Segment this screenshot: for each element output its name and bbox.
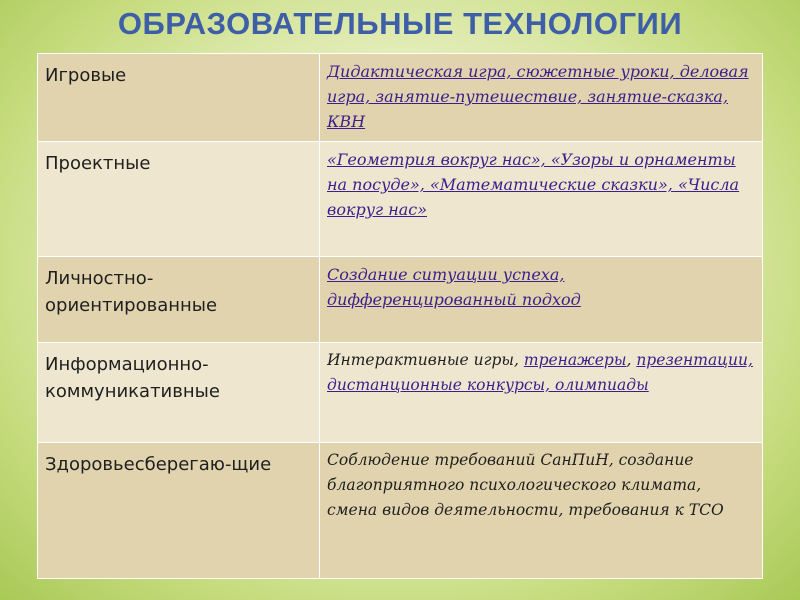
table-row xyxy=(38,142,763,257)
technology-description xyxy=(320,142,763,257)
description-text: Соблюдение требований СанПиН, создание благоприятного психологического климата, смена видов деятельности, требования к ТСО xyxy=(327,451,724,519)
description-link[interactable]: Создание ситуации успеха, дифференцированный подход xyxy=(327,265,581,309)
description-text: , xyxy=(626,351,637,369)
description-link[interactable]: тренажеры xyxy=(523,351,627,369)
technology-name: Личностно-ориентированные xyxy=(38,257,320,343)
technology-description xyxy=(320,257,763,343)
table-row xyxy=(38,443,763,579)
description-text: Интерактивные игры, xyxy=(327,351,524,369)
description-link[interactable]: дистанционные конкурсы, олимпиады xyxy=(327,376,649,394)
description-link[interactable]: «Геометрия вокруг нас», «Узоры и орнаменты на посуде», «Математические сказки», «Числа вокруг нас» xyxy=(327,150,740,219)
technology-description xyxy=(320,343,763,443)
technology-name: Игровые xyxy=(38,54,320,142)
technology-description xyxy=(320,443,763,579)
table-row xyxy=(38,343,763,443)
technologies-table xyxy=(37,53,763,579)
technology-description xyxy=(320,54,763,142)
description-link[interactable]: Дидактическая игра, сюжетные уроки, деловая игра, занятие-путешествие, занятие-сказка, КВН xyxy=(327,62,749,131)
technology-name: Здоровьесберегаю-щие xyxy=(38,443,320,579)
technology-name: Информационно-коммуникативные xyxy=(38,343,320,443)
technology-name: Проектные xyxy=(38,142,320,257)
page-title: ОБРАЗОВАТЕЛЬНЫЕ ТЕХНОЛОГИИ xyxy=(117,6,683,41)
table-row xyxy=(38,257,763,343)
description-link[interactable]: презентации, xyxy=(636,351,753,369)
table-row xyxy=(38,54,763,142)
